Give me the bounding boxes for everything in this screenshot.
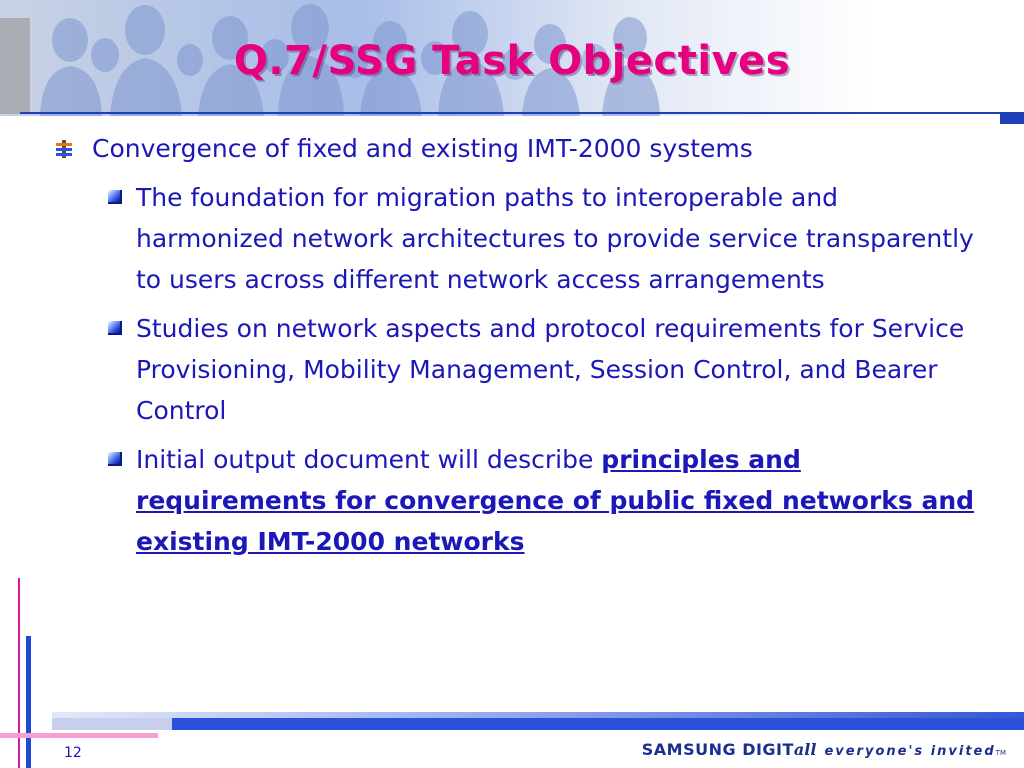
footer-vertical-pink-line [18, 578, 20, 768]
footer-pink-strip [0, 733, 158, 738]
square-bullet-icon [108, 452, 122, 466]
slide-content [52, 124, 982, 562]
sub-bullet-2 [136, 308, 976, 431]
sub-bullet-2-text: Studies on network aspects and protocol requirements for Service Provisioning, Mobility Management, Session Control, and Bearer Control [136, 314, 965, 425]
brand-trademark: TM [995, 749, 1006, 757]
slide-title: Q.7/SSG Task Objectives [233, 38, 791, 84]
square-bullet-icon [108, 321, 122, 335]
header-right-accent [1000, 112, 1024, 124]
bullet-level1-text: Convergence of fixed and existing IMT-2000 systems [92, 134, 753, 163]
sub-bullet-1 [136, 177, 976, 300]
header-banner [0, 0, 1024, 116]
page-number: 12 [64, 745, 82, 761]
sub-bullet-1-text: The foundation for migration paths to interoperable and harmonized network architectures to provide service transparently to users across different network access arrangements [136, 183, 974, 294]
header-divider [20, 112, 1000, 114]
sub-bullet-3-emphasis-link[interactable]: principles and requirements for convergence of public fixed networks and existing IMT-2000 networks [136, 445, 975, 556]
brand-tagline: everyone's invited [824, 744, 996, 759]
sub-bullet-3 [136, 439, 976, 562]
footer-blue-bar [172, 718, 1024, 730]
brand-logo [642, 740, 1006, 759]
stacked-bullet-icon [56, 140, 72, 158]
square-bullet-icon [108, 190, 122, 204]
brand-suffix: all [793, 740, 817, 759]
brand-name: SAMSUNG DIGIT [641, 740, 794, 759]
footer-vertical-blue-bar [26, 636, 31, 768]
footer-lavender-block [52, 718, 172, 730]
bullet-level1 [52, 128, 982, 169]
sub-bullet-3-text: Initial output document will describe [136, 445, 602, 474]
